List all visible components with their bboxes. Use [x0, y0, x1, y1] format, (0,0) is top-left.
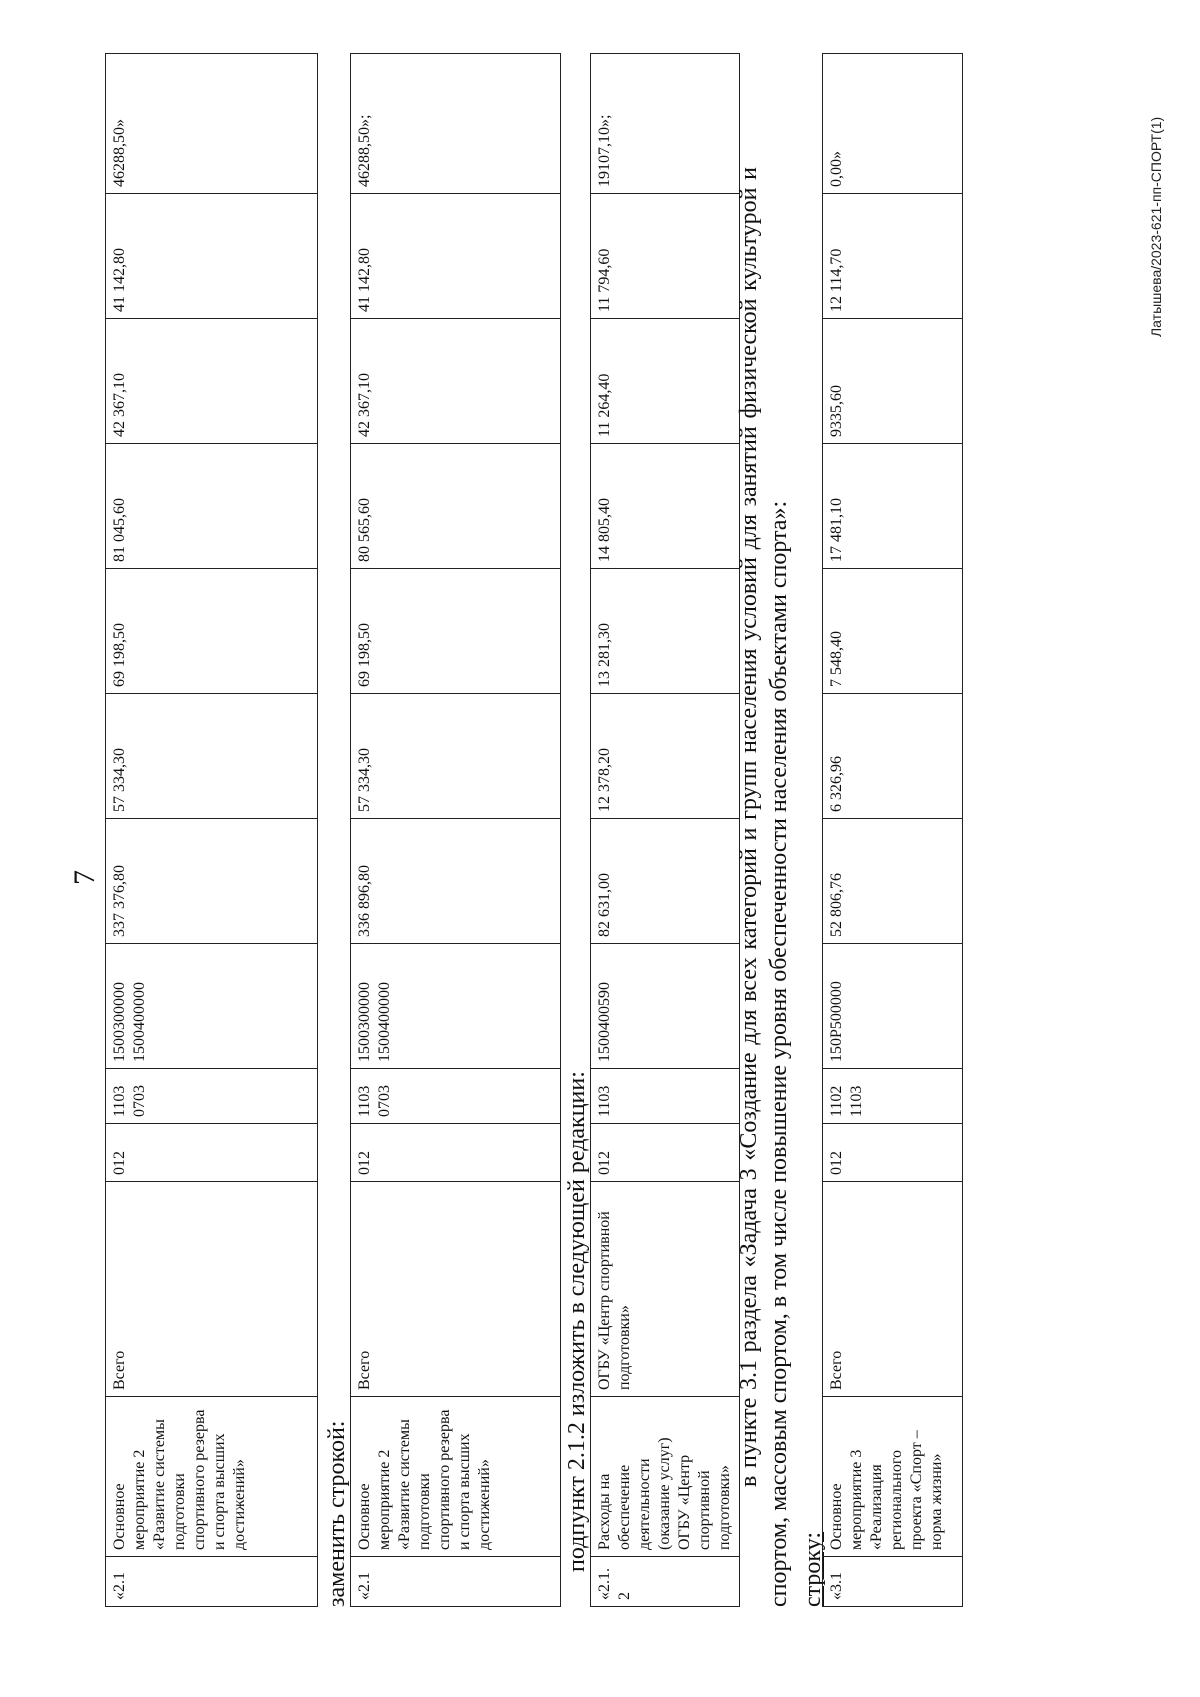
- value-year: 42 367,10: [351, 319, 561, 444]
- caption-row-text: строку:: [800, 1531, 826, 1607]
- value-year: 7 548,40: [823, 569, 963, 694]
- grbs-code: 012: [823, 1124, 963, 1182]
- value-year: 17 481,10: [823, 444, 963, 569]
- value-year-last: 19107,10»;: [591, 54, 740, 194]
- rz-pr-code: 1103 0703: [106, 1069, 318, 1124]
- value-year: 12 378,20: [591, 694, 740, 819]
- value-year: 11 794,60: [591, 194, 740, 319]
- event-name: Основное мероприятие 3 «Реализация регионального проекта «Спорт – норма жизни»: [823, 1397, 963, 1557]
- csr-code: 1500300000 1500400000: [106, 944, 318, 1069]
- rz-pr-code: 1102 1103: [823, 1069, 963, 1124]
- value-total: 52 806,76: [823, 819, 963, 944]
- event-name: Основное мероприятие 2 «Развитие системы подготовки спортивного резерва и спорта высших достижений»: [351, 1397, 561, 1557]
- value-year: 11 264,40: [591, 319, 740, 444]
- value-year: 14 805,40: [591, 444, 740, 569]
- event-name: Основное мероприятие 2 «Развитие системы подготовки спортивного резерва и спорта высших достижений»: [106, 1397, 318, 1557]
- value-total: 82 631,00: [591, 819, 740, 944]
- value-year: 57 334,30: [351, 694, 561, 819]
- value-year: 41 142,80: [351, 194, 561, 319]
- row-number: «3.1: [823, 1557, 963, 1607]
- grbs-code: 012: [591, 1124, 740, 1182]
- table-replacement-row: [350, 53, 561, 1607]
- value-total: 336 896,80: [351, 819, 561, 944]
- value-year: 57 334,30: [106, 694, 318, 819]
- row-number: «2.1: [351, 1557, 561, 1607]
- value-year: 81 045,60: [106, 444, 318, 569]
- rz-pr-code: 1103: [591, 1069, 740, 1124]
- funding-source: Всего: [106, 1182, 318, 1397]
- value-year-last: 0,00»: [823, 54, 963, 194]
- value-year: 12 114,70: [823, 194, 963, 319]
- footer-code: Латышева/2023-621-пп-СПОРТ(1): [1148, 116, 1164, 337]
- event-name: Расходы на обеспечение деятельности (оказание услуг) ОГБУ «Центр спортивной подготовки»: [591, 1397, 740, 1557]
- value-year-last: 46288,50»: [106, 54, 318, 194]
- value-year-last: 46288,50»;: [351, 54, 561, 194]
- rz-pr-code: 1103 0703: [351, 1069, 561, 1124]
- caption-subpoint: подпункт 2.1.2 изложить в следующей редакции:: [564, 1071, 590, 1572]
- grbs-code: 012: [351, 1124, 561, 1182]
- value-year: 9335,60: [823, 319, 963, 444]
- value-year: 69 198,50: [351, 569, 561, 694]
- value-total: 337 376,80: [106, 819, 318, 944]
- value-year: 41 142,80: [106, 194, 318, 319]
- paragraph-3-1: в пункте 3.1 раздела «Задача 3 «Создание для всех категорий и групп населения условий для занятий физической культурой и спортом, массовым спортом, в том числе повышение уровня обеспеченности населения объектами спорта»:: [736, 167, 792, 1607]
- value-year: 13 281,30: [591, 569, 740, 694]
- funding-source: Всего: [351, 1182, 561, 1397]
- funding-source: ОГБУ «Центр спортивной подготовки»: [591, 1182, 740, 1397]
- caption-replace: заменить строкой:: [324, 1420, 350, 1607]
- row-number: «2.1: [106, 1557, 318, 1607]
- funding-source: Всего: [823, 1182, 963, 1397]
- grbs-code: 012: [106, 1124, 318, 1182]
- row-number: «2.1.2: [591, 1557, 740, 1607]
- table-original-row: [105, 53, 318, 1607]
- page-number: 7: [68, 870, 101, 885]
- csr-code: 150P500000: [823, 944, 963, 1069]
- table-subpoint-row: [590, 53, 740, 1607]
- value-year: 69 198,50: [106, 569, 318, 694]
- csr-code: 1500400590: [591, 944, 740, 1069]
- value-year: 42 367,10: [106, 319, 318, 444]
- table-task3-row: [822, 53, 963, 1607]
- value-year: 80 565,60: [351, 444, 561, 569]
- value-year: 6 326,96: [823, 694, 963, 819]
- csr-code: 1500300000 1500400000: [351, 944, 561, 1069]
